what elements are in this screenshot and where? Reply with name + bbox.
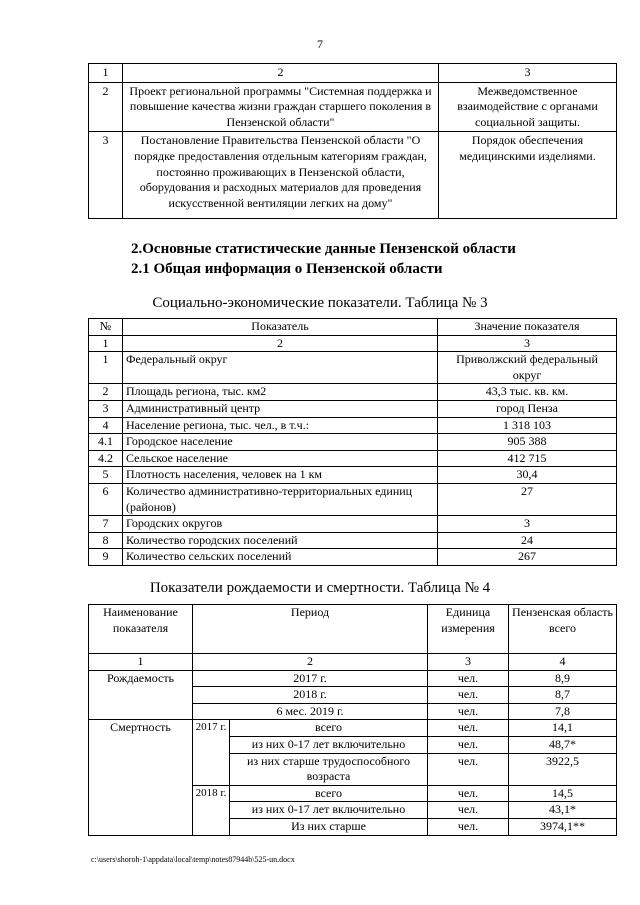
row-number: 7	[89, 516, 123, 533]
table-row	[89, 450, 617, 467]
indicator-name: Количество административно-территориальных единиц (районов)	[123, 483, 438, 515]
table4-caption: Показатели рождаемости и смертности. Таблица № 4	[149, 580, 491, 596]
value-cell: 7,8	[509, 703, 617, 720]
indicator-name: Плотность населения, человек на 1 км	[123, 467, 438, 484]
header-cell: 2	[123, 64, 439, 83]
subcategory-cell: всего	[230, 720, 428, 737]
value-cell: 14,5	[509, 785, 617, 802]
table-row	[89, 467, 617, 484]
table-row	[89, 384, 617, 401]
header-cell: Показатель	[123, 319, 438, 336]
unit-cell: чел.	[428, 736, 509, 753]
header-cell: Единица измерения	[428, 605, 509, 654]
row-number: 5	[89, 467, 123, 484]
unit-cell: чел.	[428, 703, 509, 720]
subcategory-cell: из них 0-17 лет включительно	[230, 736, 428, 753]
area-description: Порядок обеспечения медицинскими изделиями.	[439, 132, 617, 219]
page-number: 7	[317, 37, 323, 51]
unit-cell: чел.	[428, 720, 509, 737]
subcategory-cell: Из них старше	[230, 818, 428, 835]
unit-cell: чел.	[428, 818, 509, 835]
header-cell: 1	[89, 64, 123, 83]
document-name: Проект региональной программы "Системная поддержка и повышение качества жизни граждан старшего поколения в Пензенской области"	[123, 82, 439, 132]
value-cell: 3974,1**	[509, 818, 617, 835]
indicator-value: город Пенза	[438, 400, 617, 417]
document-name: Постановление Правительства Пензенской области "О порядке предоставления отдельным категориям граждан, постоянно проживающих в Пензенской области, оборудования и расходных материалов для проведения искусственной вентиляции легких на дому"	[123, 132, 439, 219]
row-number: 4.1	[89, 434, 123, 451]
table-row	[89, 516, 617, 533]
indicator-value: 43,3 тыс. кв. км.	[438, 384, 617, 401]
row-number: 6	[89, 483, 123, 515]
column-number: 4	[509, 654, 617, 671]
birth-death-table	[88, 604, 617, 836]
table-row	[89, 434, 617, 451]
header-cell: №	[89, 319, 123, 336]
row-number: 3	[89, 400, 123, 417]
indicator-name: Федеральный округ	[123, 352, 438, 384]
subcategory-cell: из них старше трудоспособного возраста	[230, 753, 428, 785]
indicator-name: Городских округов	[123, 516, 438, 533]
unit-cell: чел.	[428, 802, 509, 819]
area-description: Межведомственное взаимодействие с органами социальной защиты.	[439, 82, 617, 132]
indicator-name: Административный центр	[123, 400, 438, 417]
indicator-name: Сельское население	[123, 450, 438, 467]
value-cell: 14,1	[509, 720, 617, 737]
table-row	[89, 549, 617, 566]
year-cell: 2018 г.	[193, 785, 230, 835]
unit-cell: чел.	[428, 753, 509, 785]
column-number: 1	[89, 335, 123, 352]
indicator-value: 905 388	[438, 434, 617, 451]
indicator-label: Смертность	[89, 720, 193, 835]
row-number: 3	[89, 132, 123, 219]
value-cell: 8,7	[509, 687, 617, 704]
header-cell: Пензенская область всего	[509, 605, 617, 654]
table-header-row	[89, 319, 617, 336]
column-number: 3	[438, 335, 617, 352]
row-number: 2	[89, 384, 123, 401]
socio-economic-table	[88, 318, 617, 566]
indicator-label: Рождаемость	[89, 670, 193, 720]
indicator-value: 3	[438, 516, 617, 533]
row-number: 1	[89, 352, 123, 384]
indicator-name: Количество сельских поселений	[123, 549, 438, 566]
value-cell: 43,1*	[509, 802, 617, 819]
table-row	[89, 720, 617, 737]
indicator-value: 267	[438, 549, 617, 566]
period-cell: 6 мес. 2019 г.	[193, 703, 428, 720]
table-row	[89, 670, 617, 687]
column-number: 3	[428, 654, 509, 671]
indicator-name: Количество городских поселений	[123, 532, 438, 549]
indicator-value: 412 715	[438, 450, 617, 467]
header-cell: 3	[439, 64, 617, 83]
value-cell: 8,9	[509, 670, 617, 687]
table-row	[89, 400, 617, 417]
header-cell: Наименование показателя	[89, 605, 193, 654]
column-number-row	[89, 654, 617, 671]
value-cell: 48,7*	[509, 736, 617, 753]
table-header-row	[89, 605, 617, 654]
indicator-value: 27	[438, 483, 617, 515]
period-cell: 2017 г.	[193, 670, 428, 687]
column-number: 2	[193, 654, 428, 671]
value-cell: 3922,5	[509, 753, 617, 785]
unit-cell: чел.	[428, 785, 509, 802]
indicator-name: Население региона, тыс. чел., в т.ч.:	[123, 417, 438, 434]
table-header-row	[89, 64, 617, 83]
indicator-value: 24	[438, 532, 617, 549]
row-number: 9	[89, 549, 123, 566]
unit-cell: чел.	[428, 687, 509, 704]
table3-caption: Социально-экономические показатели. Таблица № 3	[152, 295, 488, 311]
table-row	[89, 532, 617, 549]
section-heading: 2.Основные статистические данные Пензенской области	[131, 241, 516, 257]
column-number-row	[89, 335, 617, 352]
indicator-value: 30,4	[438, 467, 617, 484]
footer-file-path: c:\users\shoroh-1\appdata\local\temp\notes87944b\525-un.docx	[91, 855, 295, 864]
indicator-value: Приволжский федеральный округ	[438, 352, 617, 384]
year-cell: 2017 г.	[193, 720, 230, 785]
row-number: 4.2	[89, 450, 123, 467]
subsection-heading: 2.1 Общая информация о Пензенской области	[131, 261, 443, 277]
subcategory-cell: из них 0-17 лет включительно	[230, 802, 428, 819]
table-row	[89, 352, 617, 384]
unit-cell: чел.	[428, 670, 509, 687]
table-row	[89, 417, 617, 434]
period-cell: 2018 г.	[193, 687, 428, 704]
indicator-value: 1 318 103	[438, 417, 617, 434]
indicator-name: Площадь региона, тыс. км2	[123, 384, 438, 401]
header-cell: Значение показателя	[438, 319, 617, 336]
table-row	[89, 483, 617, 515]
indicator-name: Городское население	[123, 434, 438, 451]
table-row	[89, 132, 617, 219]
subcategory-cell: всего	[230, 785, 428, 802]
row-number: 8	[89, 532, 123, 549]
row-number: 4	[89, 417, 123, 434]
programs-table	[88, 63, 617, 219]
table-row	[89, 82, 617, 132]
row-number: 2	[89, 82, 123, 132]
header-cell: Период	[193, 605, 428, 654]
column-number: 2	[123, 335, 438, 352]
column-number: 1	[89, 654, 193, 671]
